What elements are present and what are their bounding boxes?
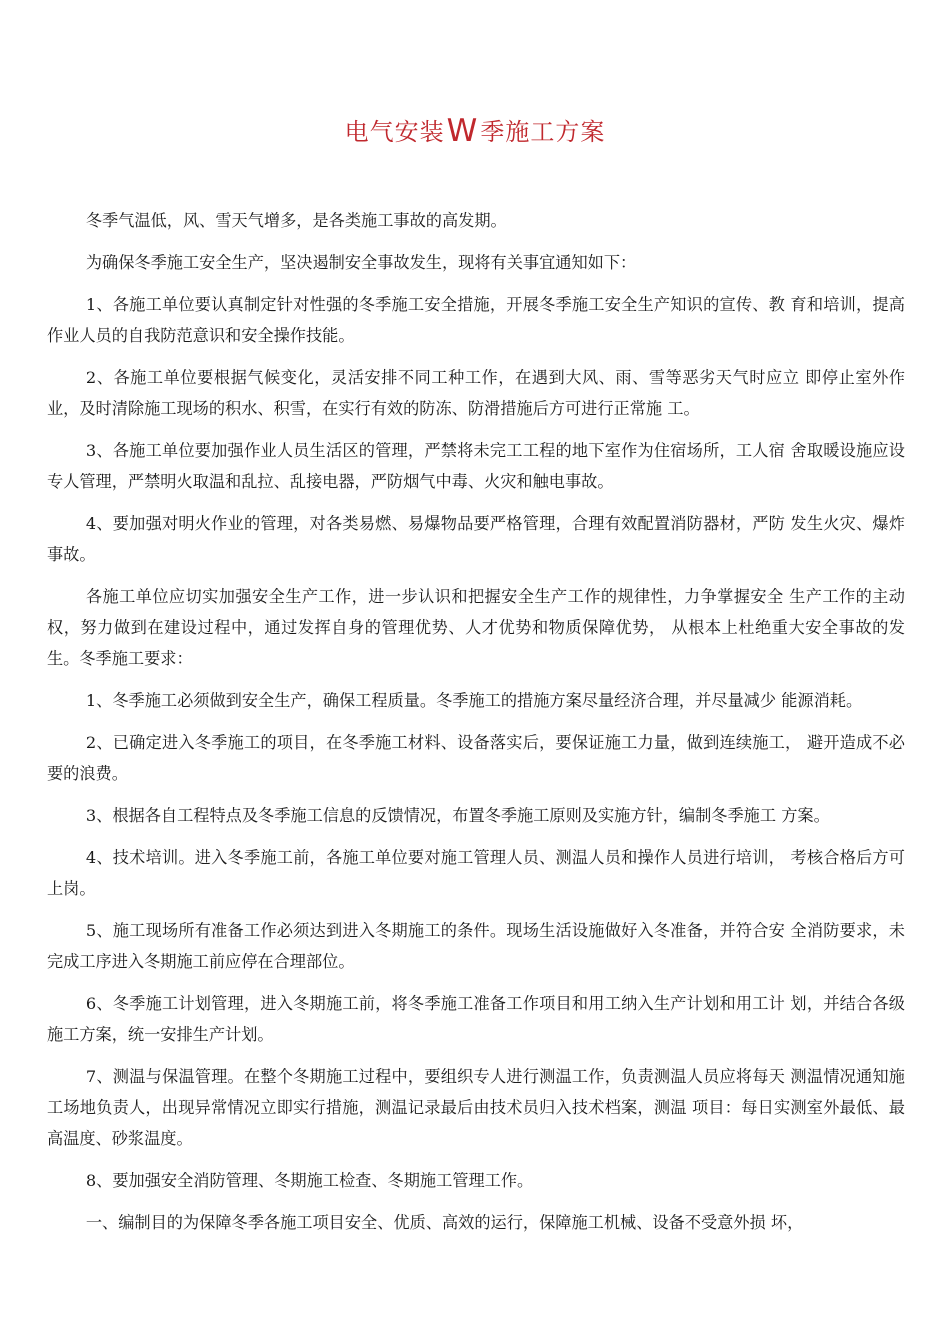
paragraph: 一、编制目的为保障冬季各施工项目安全、优质、高效的运行，保障施工机械、设备不受意外损 坏， (85, 1213, 804, 1232)
title-text-after: 季施工方案 (480, 118, 606, 146)
paragraph: 2、各施工单位要根据气候变化，灵活安排不同工种工作，在遇到大风、雨、雪等恶劣天气时应立 即停止室外作业，及时清除施工现场的积水、积雪，在实行有效的防冻、防滑措施后方可进行正常施 工。 (47, 368, 905, 418)
paragraph: 为确保冬季施工安全生产，坚决遏制安全事故发生，现将有关事宜通知如下： (85, 253, 637, 272)
paragraph: 3、各施工单位要加强作业人员生活区的管理，严禁将未完工工程的地下室作为住宿场所，工人宿 舍取暖设施应设专人管理，严禁明火取温和乱拉、乱接电器，严防烟气中毒、火灾和触电事故。 (47, 441, 905, 491)
document-body (47, 205, 905, 1249)
paragraph: 5、施工现场所有准备工作必须达到进入冬期施工的条件。现场生活设施做好入冬准备，并符合安 全消防要求，未完成工序进入冬期施工前应停在合理部位。 (47, 921, 905, 971)
title-text-before: 电气安装 (344, 118, 445, 146)
paragraph: 4、要加强对明火作业的管理，对各类易燃、易爆物品要严格管理，合理有效配置消防器材，严防 发生火灾、爆炸事故。 (47, 514, 905, 564)
paragraph: 4、技术培训。进入冬季施工前，各施工单位要对施工管理人员、测温人员和操作人员进行培训， 考核合格后方可上岗。 (47, 848, 905, 898)
paragraph: 3、根据各自工程特点及冬季施工信息的反馈情况，布置冬季施工原则及实施方针，编制冬季施工 方案。 (85, 806, 830, 825)
title-text-big: W (446, 113, 479, 149)
paragraph: 7、测温与保温管理。在整个冬期施工过程中，要组织专人进行测温工作，负责测温人员应将每天 测温情况通知施工场地负责人，出现异常情况立即实行措施，测温记录最后由技术员归入技术档案，测温 项目：每日实测室外最低、最高温度、砂浆温度。 (47, 1067, 905, 1148)
paragraph: 8、要加强安全消防管理、冬期施工检查、冬期施工管理工作。 (85, 1171, 534, 1190)
paragraph: 冬季气温低，风、雪天气增多，是各类施工事故的高发期。 (85, 211, 507, 230)
document-title (0, 112, 950, 149)
paragraph: 1、冬季施工必须做到安全生产，确保工程质量。冬季施工的措施方案尽量经济合理，并尽量减少 能源消耗。 (85, 691, 863, 710)
paragraph: 2、已确定进入冬季施工的项目，在冬季施工材料、设备落实后，要保证施工力量，做到连续施工， 避开造成不必要的浪费。 (47, 733, 905, 783)
paragraph: 6、冬季施工计划管理，进入冬期施工前，将冬季施工准备工作项目和用工纳入生产计划和用工计 划，并结合各级施工方案，统一安排生产计划。 (47, 994, 905, 1044)
paragraph: 各施工单位应切实加强安全生产工作，进一步认识和把握安全生产工作的规律性，力争掌握安全 生产工作的主动权，努力做到在建设过程中，通过发挥自身的管理优势、人才优势和物质保障优势， 从根本上杜绝重大安全事故的发生。冬季施工要求： (47, 587, 905, 668)
paragraph: 1、各施工单位要认真制定针对性强的冬季施工安全措施，开展冬季施工安全生产知识的宣传、教 育和培训，提高作业人员的自我防范意识和安全操作技能。 (47, 295, 905, 345)
